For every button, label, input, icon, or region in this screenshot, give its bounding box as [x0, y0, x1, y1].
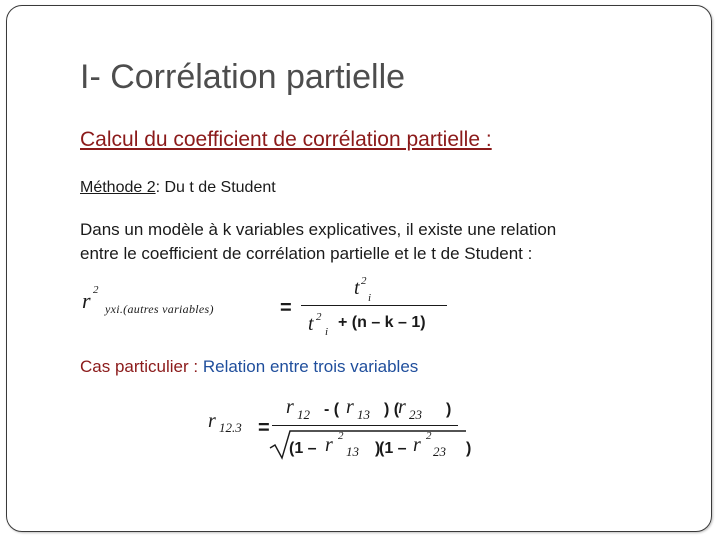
f2-num-r13: r: [346, 396, 354, 418]
f2-lhs-sub: 12.3: [219, 420, 242, 435]
method-line: [80, 179, 276, 197]
f2-num-r23: r: [398, 396, 406, 418]
f2-num-close: ): [446, 401, 452, 418]
f2-num-close-open: ) (: [384, 401, 400, 418]
f2-num-minus-open: - (: [324, 401, 340, 418]
f1-fraction-bar: [301, 305, 447, 306]
f2-den-open-1: (1 –: [289, 440, 317, 457]
f2-den-open-2: (1 –: [379, 440, 407, 457]
method-label: Méthode 2: [80, 179, 156, 196]
paragraph-line-1: Dans un modèle à k variables explicatives, il existe une relation: [80, 220, 557, 239]
f2-den-r13: r: [325, 434, 333, 456]
f2-den-close-2: ): [466, 440, 472, 457]
f2-lhs-r: r: [208, 410, 216, 432]
f1-den-sup: 2: [316, 311, 322, 323]
f2-den-sub13: 13: [346, 444, 359, 459]
f2-den-r23: r: [413, 434, 421, 456]
f1-lhs-sup: 2: [93, 284, 99, 296]
special-case-label: Cas particulier :: [80, 357, 199, 376]
paragraph-line-2: entre le coefficient de corrélation partielle et le t de Student :: [80, 244, 533, 263]
f2-den-sup13: 2: [338, 430, 344, 442]
special-case-text: Relation entre trois variables: [202, 357, 419, 376]
f2-den-close-1: ): [375, 440, 381, 457]
f2-num-r12: r: [286, 396, 294, 418]
f2-den-sup23: 2: [426, 430, 432, 442]
f1-num-sub: i: [368, 292, 372, 304]
f1-den-sub: i: [325, 326, 329, 338]
f1-den-rest: + (n – k – 1): [338, 314, 426, 331]
paragraph: [80, 218, 556, 266]
method-description: : Du t de Student: [155, 179, 276, 196]
special-case-line: [80, 357, 418, 377]
f2-fraction-bar: [272, 425, 458, 426]
f1-num-t: t: [354, 277, 360, 299]
f1-lhs-sub: yxi.(autres variables): [105, 302, 214, 316]
f2-den-sub23: 23: [433, 444, 446, 459]
f1-equals: =: [280, 297, 292, 319]
f2-num-sub23: 23: [409, 407, 422, 422]
section-heading: Calcul du coefficient de corrélation partielle :: [80, 128, 492, 151]
f2-equals: =: [258, 417, 270, 439]
f1-num-sup: 2: [361, 275, 367, 287]
slide-title: I- Corrélation partielle: [80, 58, 406, 96]
f1-den-t: t: [308, 313, 314, 335]
f2-num-sub13: 13: [357, 407, 370, 422]
f1-lhs-r: r: [82, 288, 91, 313]
f2-num-sub12: 12: [297, 407, 310, 422]
